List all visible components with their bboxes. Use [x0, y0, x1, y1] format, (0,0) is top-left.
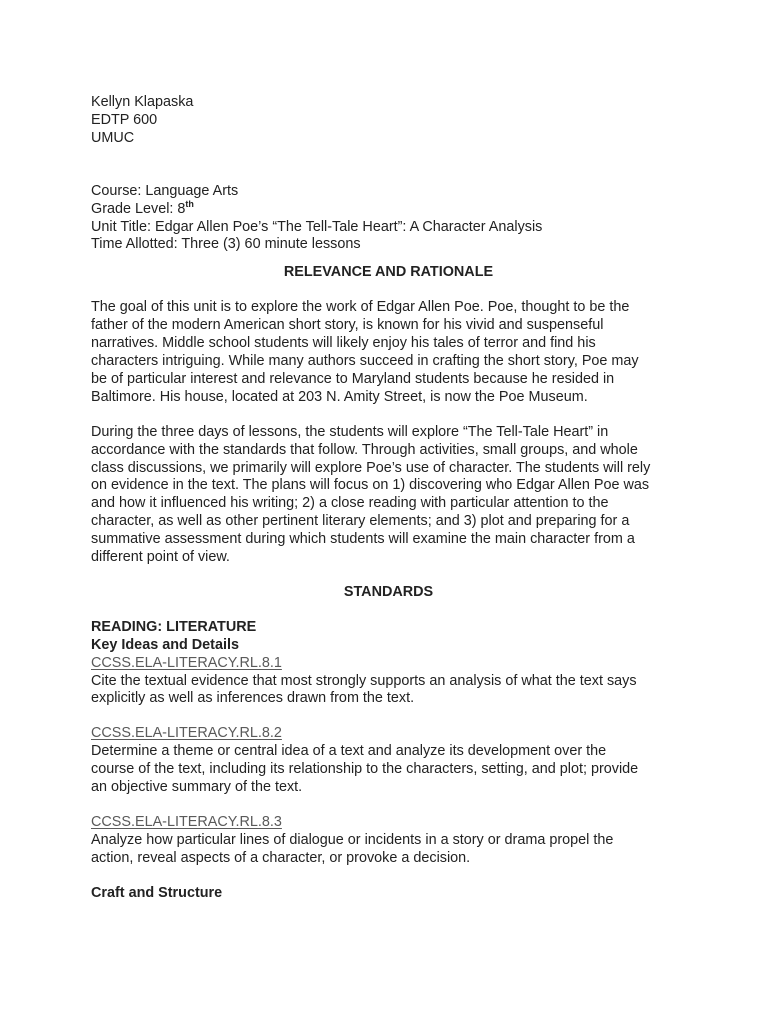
relevance-paragraph-1	[91, 299, 686, 406]
paragraph-line: narratives. Middle school students will likely enjoy his tales of terror and find his	[91, 335, 596, 352]
paragraph-line: The goal of this unit is to explore the work of Edgar Allen Poe. Poe, thought to be the	[91, 299, 630, 316]
institution: UMUC	[91, 129, 135, 146]
grade-level-suffix: th	[185, 198, 194, 209]
standard-item	[91, 655, 686, 709]
standard-description-line: course of the text, including its relationship to the characters, setting, and plot; provide	[91, 761, 639, 778]
author-name: Kellyn Klapaska	[91, 94, 194, 110]
grade-level-line	[91, 198, 686, 219]
relevance-paragraph-2	[91, 424, 686, 567]
paragraph-line: accordance with the standards that follow. Through activities, small groups, and whole	[91, 441, 638, 458]
grade-level-text: Grade Level: 8	[91, 200, 186, 217]
standards-subcategory: Key Ideas and Details	[91, 636, 239, 653]
paragraph-line: During the three days of lessons, the students will explore “The Tell-Tale Heart” in	[91, 423, 609, 440]
standard-code-link[interactable]: CCSS.ELA-LITERACY.RL.8.3	[91, 814, 282, 830]
paragraph-line: on evidence in the text. The plans will focus on 1) discovering who Edgar Allen Poe was	[91, 477, 650, 494]
standards-section	[91, 619, 686, 903]
standard-description-line: an objective summary of the text.	[91, 779, 303, 796]
spacer	[91, 148, 686, 183]
time-allotted-line: Time Allotted: Three (3) 60 minute lessons	[91, 236, 361, 253]
standard-description-line: explicitly as well as inferences drawn from the text.	[91, 690, 415, 707]
course-code: EDTP 600	[91, 111, 158, 128]
paragraph-line: characters intriguing. While many authors succeed in crafting the short story, Poe may	[91, 352, 639, 369]
standard-description-line: Analyze how particular lines of dialogue or incidents in a story or drama propel the	[91, 831, 614, 848]
standard-code-link[interactable]: CCSS.ELA-LITERACY.RL.8.2	[91, 725, 282, 742]
paragraph-line: summative assessment during which students will examine the main character from a	[91, 531, 635, 548]
paragraph-line: Baltimore. His house, located at 203 N. Amity Street, is now the Poe Museum.	[91, 388, 588, 405]
author-header	[91, 94, 686, 148]
paragraph-line: different point of view.	[91, 549, 230, 566]
course-line: Course: Language Arts	[91, 182, 239, 199]
standard-description-line: Determine a theme or central idea of a text and analyze its development over the	[91, 743, 607, 760]
standard-item	[91, 814, 686, 868]
paragraph-line: class discussions, we primarily will explore Poe’s use of character. The students will rely	[91, 459, 651, 476]
standard-item	[91, 725, 686, 797]
paragraph-line: be of particular interest and relevance to Maryland students because he resided in	[91, 370, 615, 387]
paragraph-line: and how it influenced his writing; 2) a close reading with particular attention to the	[91, 495, 609, 512]
standards-heading: STANDARDS	[343, 583, 434, 600]
standard-description-line: action, reveal aspects of a character, or provoke a decision.	[91, 849, 471, 866]
paragraph-line: father of the modern American short story, is known for his vivid and suspenseful	[91, 317, 604, 334]
standard-code-link[interactable]: CCSS.ELA-LITERACY.RL.8.1	[91, 654, 282, 671]
paragraph-line: character, as well as other pertinent literary elements; and 3) plot and preparing for a	[91, 513, 630, 530]
unit-title-line: Unit Title: Edgar Allen Poe’s “The Tell-Tale Heart”: A Character Analysis	[91, 218, 543, 235]
standards-category: READING: LITERATURE	[91, 618, 257, 635]
craft-structure-subcategory: Craft and Structure	[91, 884, 223, 901]
standard-description-line: Cite the textual evidence that most strongly supports an analysis of what the text says	[91, 672, 637, 689]
course-info	[91, 183, 686, 255]
relevance-heading: RELEVANCE AND RATIONALE	[283, 264, 494, 281]
